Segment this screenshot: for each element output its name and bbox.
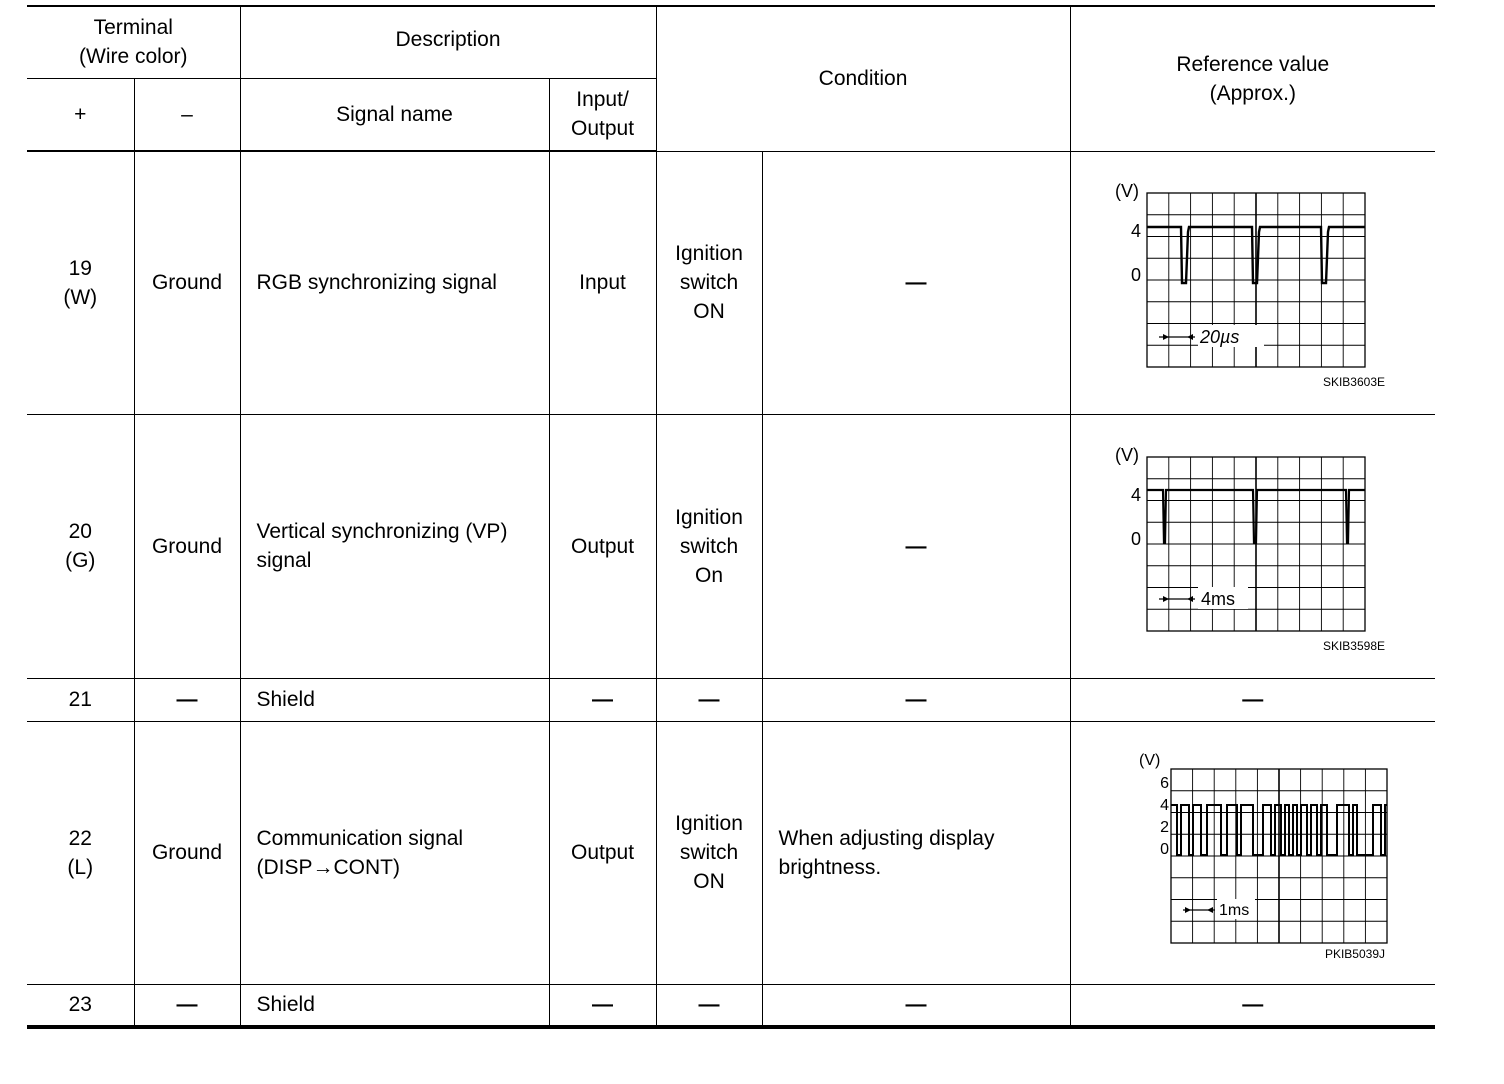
signal-name-cell: Shield <box>240 984 549 1027</box>
input-output-header <box>549 78 656 151</box>
y-tick-label: 2 <box>1159 819 1169 836</box>
table-row <box>27 984 1435 1027</box>
figure-code: SKIB3603E <box>1322 375 1385 389</box>
terminal-number: 19 <box>68 256 92 280</box>
signal-name-cell: RGB synchronizing signal <box>240 151 549 414</box>
cond-line: switch <box>679 841 739 864</box>
io-cell: — <box>549 678 656 721</box>
reference-value-header <box>1070 6 1435 151</box>
ignition-cell <box>656 151 762 414</box>
time-division-label: 4ms <box>1200 588 1235 609</box>
ground-cell: — <box>134 984 240 1027</box>
terminal-cell <box>27 721 134 984</box>
wire-color: (G) <box>65 549 96 572</box>
signal-name-cell: Shield <box>240 678 549 721</box>
signal-line: (DISP→CONT) <box>256 855 400 879</box>
ignition-cell <box>656 414 762 678</box>
signal-line: Communication signal <box>256 826 464 850</box>
cond-line: switch <box>679 271 739 294</box>
terminal-cell: 23 <box>27 984 134 1027</box>
minus-header: – <box>134 78 240 151</box>
condition-cell <box>762 721 1070 984</box>
condition-header: Condition <box>656 6 1070 151</box>
voltage-unit-label: (V) <box>1114 444 1139 465</box>
condition-cell: — <box>762 414 1070 678</box>
ground-cell: Ground <box>134 721 240 984</box>
cond-line: Ignition <box>675 242 743 265</box>
terminal-header <box>27 6 240 78</box>
y-tick-label: 0 <box>1159 841 1169 858</box>
oscilloscope-waveform-20 <box>1103 439 1403 654</box>
terminal-header-label: Terminal <box>93 16 173 40</box>
terminal-number: 20 <box>68 520 92 543</box>
reference-waveform-cell <box>1070 721 1435 984</box>
terminal-cell: 21 <box>27 678 134 721</box>
voltage-unit-label: (V) <box>1114 181 1139 201</box>
wire-color: (L) <box>67 855 94 879</box>
cond-line: ON <box>693 870 725 893</box>
condition-cell: — <box>762 984 1070 1027</box>
cond-line: Ignition <box>675 812 743 835</box>
condition-cell: — <box>762 151 1070 414</box>
terminal-spec-table <box>27 5 1435 1029</box>
io-cell: Input <box>549 151 656 414</box>
time-scale-marker <box>1159 587 1248 609</box>
ground-cell: Ground <box>134 414 240 678</box>
reference-waveform-cell <box>1070 414 1435 678</box>
condition-line: brightness. <box>778 855 882 879</box>
reference-value-label: Reference value <box>1176 52 1330 76</box>
y-tick-label: 4 <box>1159 797 1169 814</box>
table-row <box>27 414 1435 678</box>
io-cell: Output <box>549 721 656 984</box>
time-scale-marker <box>1159 325 1264 347</box>
terminal-number: 22 <box>68 826 92 850</box>
cond-line: switch <box>679 534 739 558</box>
signal-name-cell <box>240 414 549 678</box>
cond-line: Ignition <box>675 505 743 529</box>
y-tick-label: 4 <box>1130 484 1141 505</box>
cond-line: On <box>695 563 724 587</box>
table-row <box>27 151 1435 414</box>
condition-cell: — <box>762 678 1070 721</box>
ignition-cell: — <box>656 678 762 721</box>
figure-code: PKIB5039J <box>1324 947 1385 960</box>
wire-color: (W) <box>63 285 98 309</box>
ignition-cell <box>656 721 762 984</box>
input-output-label-2: Output <box>570 117 635 141</box>
header-row-1 <box>27 6 1435 78</box>
time-scale-marker <box>1183 899 1255 919</box>
wire-color-header-label: (Wire color) <box>79 45 188 69</box>
y-tick-label: 0 <box>1130 265 1141 285</box>
signal-name-cell <box>240 721 549 984</box>
terminal-cell <box>27 414 134 678</box>
reference-cell: — <box>1070 984 1435 1027</box>
input-output-label-1: Input/ <box>576 88 629 112</box>
ground-cell: — <box>134 678 240 721</box>
y-tick-label: 6 <box>1159 775 1169 792</box>
y-tick-label: 4 <box>1130 221 1141 241</box>
condition-line: When adjusting display <box>778 826 995 850</box>
cond-line: ON <box>693 300 725 323</box>
table-row <box>27 721 1435 984</box>
terminal-cell <box>27 151 134 414</box>
plus-header: + <box>27 78 134 151</box>
voltage-unit-label: (V) <box>1138 752 1161 769</box>
reference-waveform-cell <box>1070 151 1435 414</box>
io-cell: — <box>549 984 656 1027</box>
approx-label: (Approx.) <box>1209 81 1296 105</box>
y-tick-label: 0 <box>1130 528 1141 549</box>
io-cell: Output <box>549 414 656 678</box>
reference-cell: — <box>1070 678 1435 721</box>
description-header: Description <box>240 6 656 78</box>
ground-cell: Ground <box>134 151 240 414</box>
ignition-cell: — <box>656 984 762 1027</box>
oscilloscope-waveform-22 <box>1103 745 1403 960</box>
signal-line: signal <box>256 549 312 572</box>
time-division-label: 1ms <box>1218 902 1250 919</box>
signal-name-header: Signal name <box>240 78 549 151</box>
signal-line: Vertical synchronizing (VP) <box>256 520 508 543</box>
time-division-label: 20µs <box>1199 327 1240 347</box>
waveform-trace <box>1147 490 1365 543</box>
oscilloscope-waveform-19 <box>1103 175 1403 390</box>
table-row <box>27 678 1435 721</box>
figure-code: SKIB3598E <box>1322 638 1385 653</box>
